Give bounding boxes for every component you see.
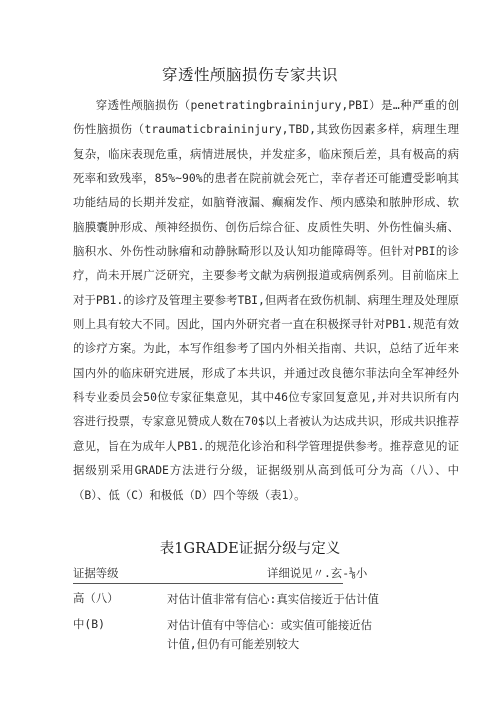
row-level: 高（八） xyxy=(73,591,119,605)
table-row xyxy=(73,584,379,610)
row-level: 中(B) xyxy=(73,617,105,631)
table-row xyxy=(73,610,373,654)
header-detail-description: 详细说见〃.玄-⅛小 xyxy=(267,566,368,580)
grade-table xyxy=(73,562,379,654)
table-header xyxy=(73,562,368,584)
document-title: 穿透性颅脑损伤专家共识 xyxy=(161,66,338,84)
row-definition: 对估计值有中等信心：或实值可能接近估计值,但仍有可能差别较大 xyxy=(167,618,373,651)
table-title: 表1GRADE证据分级与定义 xyxy=(159,541,341,557)
row-definition: 对估计值非常有信心:真实信接近于估计值 xyxy=(167,592,379,606)
header-evidence-level: 证据等级 xyxy=(73,566,119,580)
body-paragraph: 穿透性颅脑损伤（penetratingbraininjury,PBI）是…种严重的创伤性脑损伤（traumaticbraininjury,TBD,其致伤因素多样，病理生理复杂，临床表现危重，病情进展快，并发症多，临床预后差，具有极高的病死率和致残率，85%~90%的患者在院前就会死亡，幸存者还可能遭受影响其功能结局的长期并发症，如脑脊液漏、癫痫发作、颅内感染和脓肿形成、软脑膜囊肿形成、颅神经损伤、创伤后综合征、皮质性失明、外伤性偏头痛、脑积水、外伤性动脉瘤和动静脉畸形以及认知功能障碍等。但针对PBI的诊疗，尚未开展广泛研究，主要参考文献为病例报道或病例系列。目前临床上对于PB1.的诊疗及管理主要参考TBI,但两者在致伤机制、病理生理及处理原则上具有较大不同。因此，国内外研究者一直在积极探寻针对PB1.规范有效的诊疗方案。为此，本写作组参考了国内外相关指南、共识，总结了近年来国内外的临床研究进展，形成了本共识，并通过改良德尔菲法向全军神经外科专业委员会50位专家征集意见，其中46位专家回复意见,并对共识所有内容进行投票，专家意见赞成人数在70$以上者被认为达成共识，形成共识推荐意见，旨在为成年人PB1.的规范化诊治和科学管理提供参考。推荐意见的证据级别采用GRADE方法进行分级，证据级别从高到低可分为高（八）、中（B）、低（C）和极低（D）四个等级（表1）。 xyxy=(73,98,459,502)
